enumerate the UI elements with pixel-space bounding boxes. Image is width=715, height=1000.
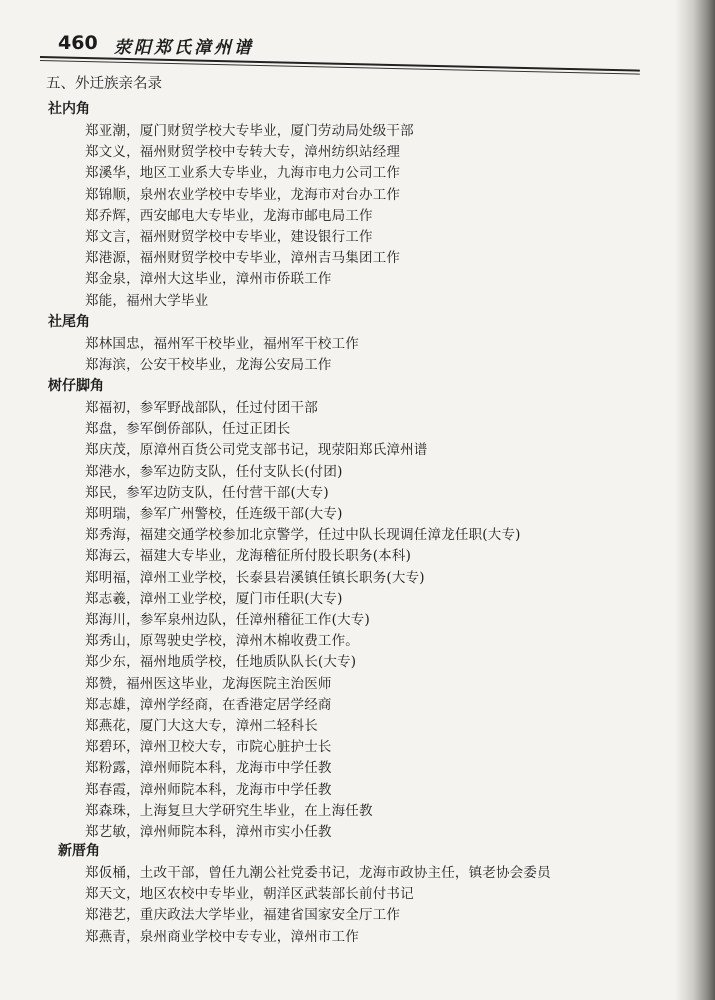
- page-header: [40, 32, 700, 58]
- group-title: 树仔脚角: [48, 378, 104, 394]
- running-title: 荥阳郑氏漳州谱: [114, 38, 254, 58]
- member-entry: 郑森珠，上海复旦大学研究生毕业，在上海任教: [85, 802, 373, 819]
- member-entry: 郑海滨，公安干校毕业，龙海公安局工作: [85, 357, 332, 374]
- member-entry: 郑燕青，泉州商业学校中专专业，漳州市工作: [85, 928, 359, 945]
- member-entry: 郑秀山，原驾驶史学校，漳州木棉收费工作。: [85, 633, 359, 650]
- member-entry: 郑明福，漳州工业学校，长泰县岩溪镇任镇长职务(大专): [85, 569, 425, 586]
- member-entry: 郑海川，参军泉州边队，任漳州稽征工作(大专): [85, 612, 370, 628]
- group-title: 社尾角: [48, 314, 90, 330]
- member-entry: 郑碧环，漳州卫校大专，市院心脏护士长: [85, 739, 332, 756]
- member-entry: 郑志羲，漳州工业学校，厦门市任职(大专): [85, 590, 343, 607]
- group-title: 新厝角: [58, 843, 100, 859]
- page-edge-shadow: [675, 0, 715, 1000]
- member-entry: 郑燕花，厦门大这大专，漳州二轻科长: [85, 718, 318, 734]
- member-entry: 郑志雄，漳州学经商，在香港定居学经商: [85, 696, 332, 713]
- member-entry: 郑溪华，地区工业系大专毕业，九海市电力公司工作: [85, 165, 401, 182]
- member-entry: 郑庆茂，原漳州百货公司党支部书记，现荥阳郑氏漳州谱: [85, 442, 428, 459]
- member-entry: 郑海云，福建大专毕业，龙海稽征所付股长职务(本科): [85, 548, 412, 565]
- member-entry: 郑金泉，漳州大这毕业，漳州市侨联工作: [85, 271, 332, 288]
- member-entry: 郑粉露，漳州师院本科，龙海市中学任教: [85, 760, 332, 777]
- member-entry: 郑春霞，漳州师院本科，龙海市中学任教: [85, 781, 332, 798]
- member-entry: 郑港艺，重庆政法大学毕业，福建省国家安全厅工作: [85, 907, 401, 924]
- member-entry: 郑福初，参军野战部队，任过付团干部: [85, 400, 318, 416]
- member-entry: 郑明瑞，参军广州警校，任连级干部(大专): [85, 506, 343, 522]
- header-rule: [40, 56, 640, 72]
- member-entry: 郑林国忠，福州军干校毕业，福州军干校工作: [85, 336, 359, 352]
- member-entry: 郑赞，福州医这毕业，龙海医院主治医师: [85, 675, 332, 692]
- member-entry: 郑港水，参军边防支队，任付支队长(付团): [85, 463, 343, 480]
- member-entry: 郑港源，福州财贸学校中专毕业，漳州吉马集团工作: [85, 250, 401, 267]
- member-entry: 郑少东，福州地质学校，任地质队队长(大专): [85, 654, 357, 671]
- member-entry: 郑民，参军边防支队，任付营干部(大专): [85, 484, 329, 501]
- member-entry: 郑能，福州大学毕业: [85, 292, 209, 309]
- member-entry: 郑仮桶，土改干部，曾任九潮公社党委书记，龙海市政协主任，镇老协会委员: [85, 865, 551, 881]
- member-entry: 郑天文，地区农校中专毕业，朝洋区武装部长前付书记: [85, 886, 414, 903]
- member-entry: 郑亚潮，厦门财贸学校大专毕业，厦门劳动局处级干部: [85, 123, 414, 139]
- member-entry: 郑锦顺，泉州农业学校中专毕业，龙海市对台办工作: [85, 186, 401, 203]
- group-title: 社内角: [48, 101, 90, 117]
- member-entry: 郑秀海，福建交通学校参加北京警学，任过中队长现调任漳龙任职(大专): [85, 527, 521, 544]
- member-entry: 郑乔辉，西安邮电大专毕业，龙海市邮电局工作: [85, 207, 373, 224]
- member-entry: 郑艺敏，漳州师院本科，漳州市实小任教: [85, 824, 332, 840]
- member-entry: 郑盘，参军倒侨部队，任过正团长: [85, 421, 291, 438]
- member-entry: 郑文言，福州财贸学校中专毕业，建设银行工作: [85, 229, 373, 245]
- page-number: 460: [58, 32, 98, 54]
- member-entry: 郑文义，福州财贸学校中专转大专，漳州纺织站经理: [85, 144, 401, 161]
- section-title: 五、外迁族亲名录: [46, 76, 162, 92]
